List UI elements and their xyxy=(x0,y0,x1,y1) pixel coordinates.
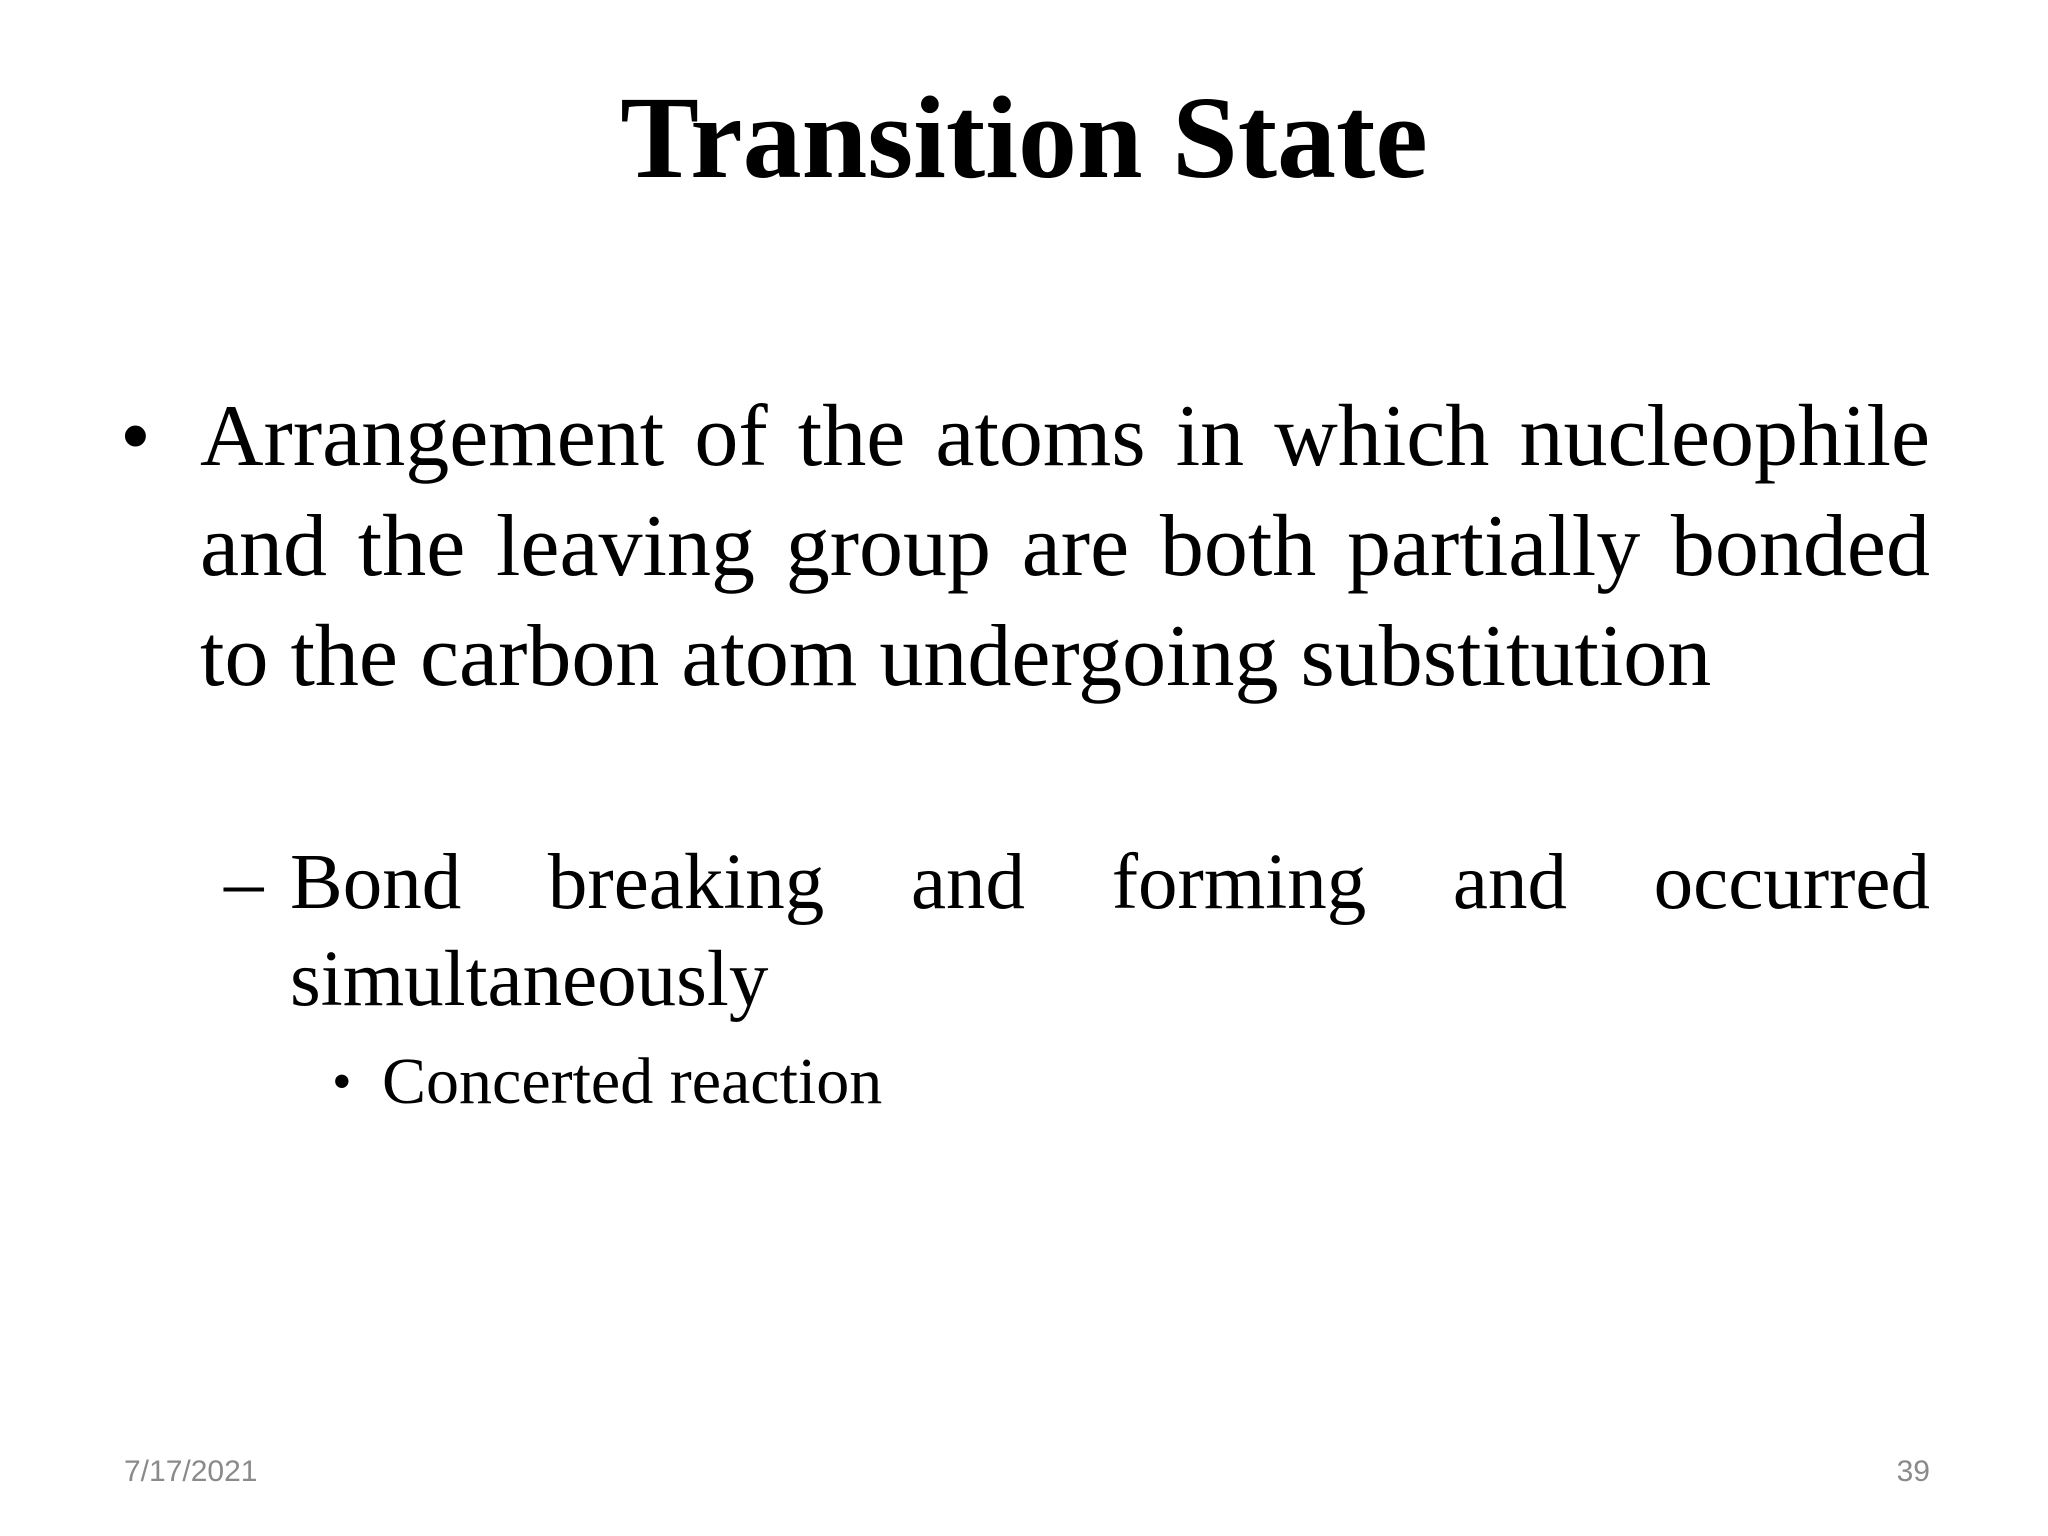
bullet-level-1 xyxy=(120,382,1930,712)
slide-title: Transition State xyxy=(620,72,1428,203)
bullet-level-3 xyxy=(332,1040,1922,1124)
bullet-marker-small: • xyxy=(332,1051,352,1113)
sub-sub-bullet-text: Concerted reaction xyxy=(382,1045,883,1118)
footer-date: 7/17/2021 xyxy=(124,1455,258,1488)
bullet-level-2 xyxy=(224,834,1930,1028)
bullet-marker: • xyxy=(120,388,151,485)
footer-page-number: 39 xyxy=(1896,1455,1930,1488)
dash-marker: – xyxy=(224,839,264,926)
sub-bullet-text: Bond breaking and forming and occurred simultaneously xyxy=(290,839,1930,1023)
bullet-text: Arrangement of the atoms in which nucleophile and the leaving group are both partially bonded to the carbon atom undergoing substitution xyxy=(200,388,1930,705)
